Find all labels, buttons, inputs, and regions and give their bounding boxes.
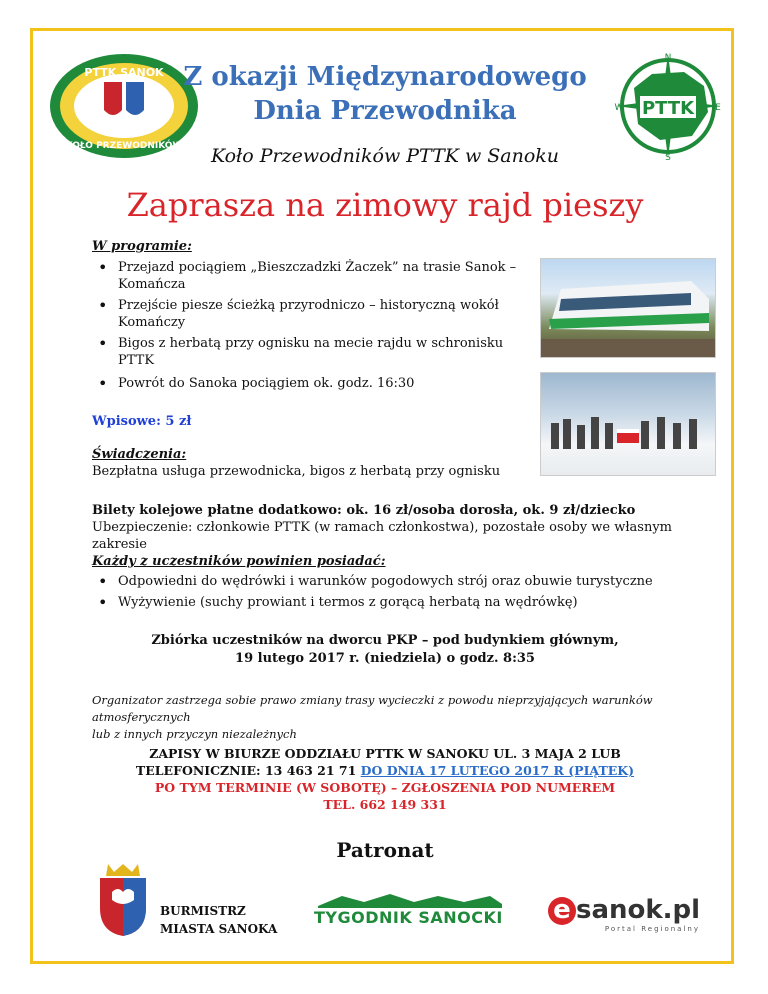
requirement-item: • Odpowiedni do wędrówki i warunków pogodowych strój oraz obuwie turystyczne	[92, 573, 702, 590]
program-heading: W programie:	[92, 239, 192, 254]
patronage-heading: Patronat	[336, 838, 434, 862]
logo-ring-bottom: KOŁO PRZEWODNIKÓW	[65, 141, 183, 151]
title-line-1: Z okazji Międzynarodowego	[183, 62, 587, 92]
signup-line-2	[60, 762, 710, 779]
tickets-info: Bilety kolejowe płatne dodatkowo: ok. 16 zł/osoba dorosła, ok. 9 zł/dziecko	[92, 503, 636, 518]
compass-n: N	[664, 53, 672, 63]
logo-ring-top: PTTK SANOK	[84, 66, 164, 79]
signup-deadline-link[interactable]: DO DNIA 17 LUTEGO 2017 R (PIĄTEK)	[360, 763, 635, 778]
program-item: • Powrót do Sanoka pociągiem ok. godz. 16:30	[92, 375, 532, 392]
pttk-logo-text: PTTK	[641, 98, 695, 119]
meeting-line-1: Zbiórka uczestników na dworcu PKP – pod budynkiem głównym,	[151, 633, 619, 648]
meeting-info	[60, 632, 710, 668]
signup-info	[60, 745, 710, 813]
compass-s: S	[665, 153, 671, 162]
mayor-line-1: BURMISTRZ	[160, 904, 246, 918]
entry-fee: Wpisowe: 5 zł	[92, 414, 192, 429]
services-text: Bezpłatna usługa przewodnicka, bigos z herbatą przy ognisku	[92, 464, 501, 479]
esanok-tagline: Portal Regionalny	[604, 925, 700, 933]
title-line-2: Dnia Przewodnika	[253, 96, 517, 126]
signup-line-3: PO TYM TERMINIE (W SOBOTĘ) – ZGŁOSZENIA POD NUMEREM	[154, 780, 616, 795]
sanok-coat-of-arms-icon	[96, 862, 150, 938]
group-photo	[540, 372, 716, 476]
tygodnik-sanocki-logo	[314, 892, 504, 932]
signup-phone: TELEFONICZNIE: 13 463 21 71	[135, 763, 361, 778]
compass-w: W	[614, 103, 624, 113]
mayor-label	[160, 902, 277, 938]
program-item: • Przejazd pociągiem „Bieszczadzki Żaczek” na trasie Sanok – Komańcza	[92, 259, 532, 293]
services-heading: Świadczenia:	[92, 447, 187, 462]
disclaimer-line-1: Organizator zastrzega sobie prawo zmiany trasy wycieczki z powodu nieprzyjających warunków atmosferycznych	[92, 693, 653, 724]
signup-line-4: TEL. 662 149 331	[323, 797, 447, 812]
page-border	[30, 28, 734, 964]
signup-line-1: ZAPISY W BIURZE ODDZIAŁU PTTK W SANOKU UL. 3 MAJA 2 LUB	[149, 746, 621, 761]
disclaimer	[92, 692, 712, 743]
details-section	[92, 502, 702, 615]
organizer-subtitle: Koło Przewodników PTTK w Sanoku	[210, 145, 560, 167]
requirement-item: • Wyżywienie (suchy prowiant i termos z gorącą herbatą na wędrówkę)	[92, 594, 702, 611]
mayor-line-2: MIASTA SANOKA	[160, 922, 278, 936]
program-item: • Bigos z herbatą przy ognisku na mecie rajdu w schronisku PTTK	[92, 335, 532, 369]
pttk-compass-logo	[612, 50, 724, 162]
disclaimer-line-2: lub z innych przyczyn niezależnych	[92, 727, 297, 741]
tygodnik-text: TYGODNIK SANOCKI	[314, 908, 503, 927]
compass-e: E	[715, 103, 721, 113]
esanok-e-icon: e	[548, 897, 576, 925]
requirements-heading: Każdy z uczestników powinien posiadać:	[92, 554, 386, 569]
esanok-text: sanok.pl	[576, 895, 701, 925]
meeting-line-2: 19 lutego 2017 r. (niedziela) o godz. 8:35	[235, 651, 535, 666]
esanok-logo	[548, 896, 708, 936]
invite-heading: Zaprasza na zimowy rajd pieszy	[126, 186, 644, 224]
program-item: • Przejście piesze ścieżką przyrodniczo – historyczną wokół Komańczy	[92, 297, 532, 331]
event-title	[170, 60, 600, 128]
train-photo	[540, 258, 716, 358]
services-section	[92, 446, 532, 480]
insurance-info: Ubezpieczenie: członkowie PTTK (w ramach członkostwa), pozostałe osoby we własnym zakresie	[92, 520, 672, 552]
program-section	[92, 238, 532, 396]
